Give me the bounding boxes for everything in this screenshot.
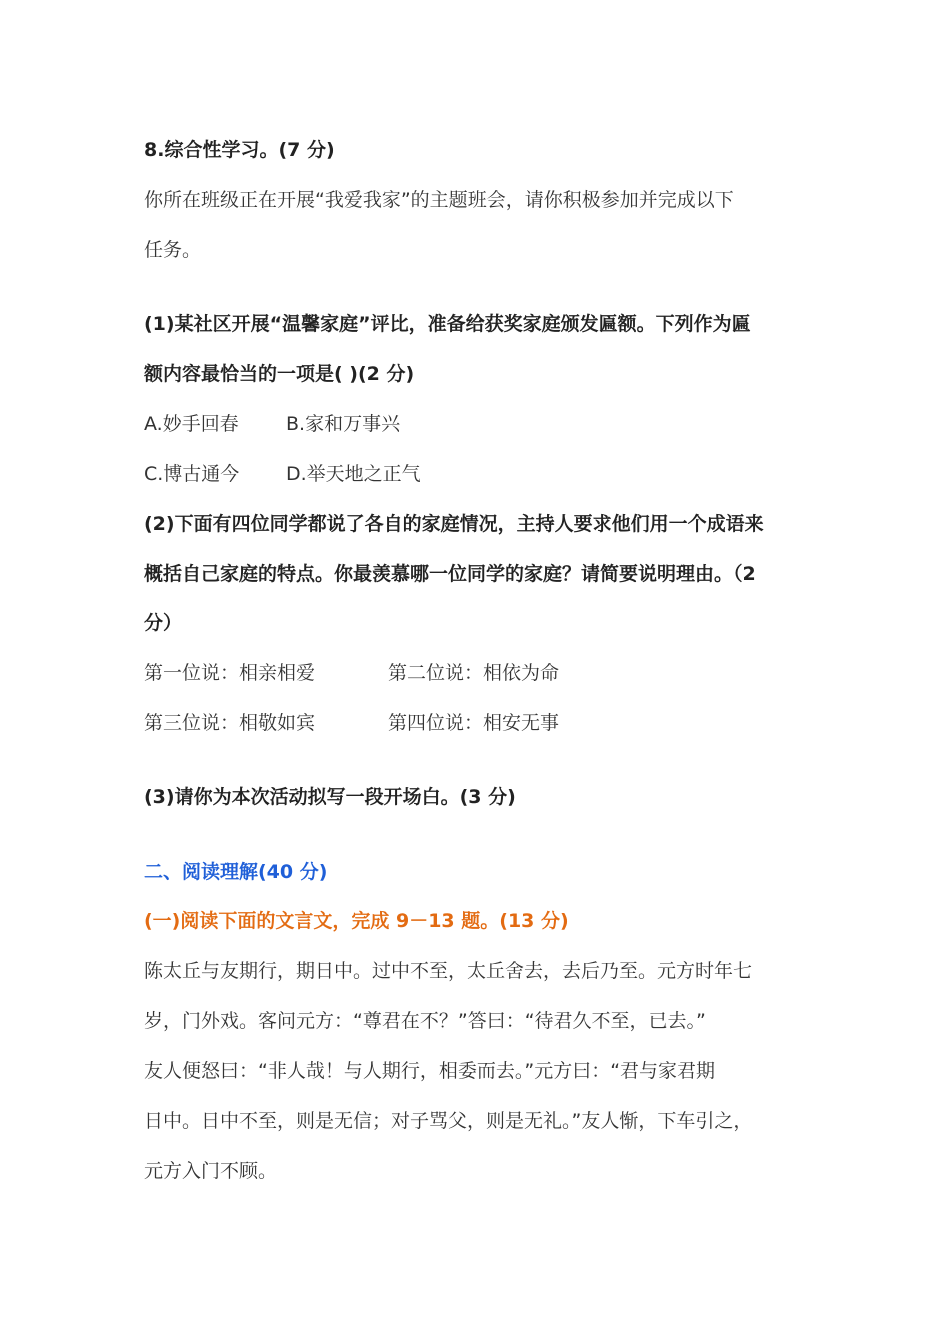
section-2-heading: 二、阅读理解(40 分) — [144, 861, 328, 883]
part-1-heading: (一)阅读下面的文言文，完成 9－13 题。(13 分) — [144, 910, 569, 932]
passage-line-3: 友人便怒曰：“非人哉！与人期行，相委而去。”元方曰：“君与家君期 — [144, 1060, 716, 1082]
passage-line-1: 陈太丘与友期行，期日中。过中不至，太丘舍去，去后乃至。元方时年七 — [144, 960, 753, 982]
subquestion-1-line-1: (1)某社区开展“温馨家庭”评比，准备给获奖家庭颁发匾额。下列作为匾 — [144, 313, 751, 335]
options-row-ab — [144, 411, 400, 437]
student-4-statement: 第四位说：相安无事 — [388, 712, 560, 734]
subquestion-3: (3)请你为本次活动拟写一段开场白。(3 分) — [144, 786, 516, 808]
subquestion-2-line-2: 概括自己家庭的特点。你最羡慕哪一位同学的家庭？请简要说明理由。（2 — [144, 563, 756, 585]
question-8-intro-line-1: 你所在班级正在开展“我爱我家”的主题班会，请你积极参加并完成以下 — [144, 189, 734, 211]
options-row-cd — [144, 461, 421, 487]
option-a: A.妙手回春 — [144, 413, 239, 435]
student-1-statement: 第一位说：相亲相爱 — [144, 662, 316, 684]
option-b: B.家和万事兴 — [286, 413, 401, 435]
question-8-title: 8.综合性学习。(7 分) — [144, 139, 335, 161]
subquestion-1-line-2: 额内容最恰当的一项是( )(2 分) — [144, 363, 415, 385]
student-2-statement: 第二位说：相依为命 — [388, 662, 560, 684]
student-3-statement: 第三位说：相敬如宾 — [144, 712, 316, 734]
option-c: C.博古通今 — [144, 463, 240, 485]
students-row-2 — [144, 710, 559, 736]
option-d: D.举天地之正气 — [286, 463, 421, 485]
passage-line-5: 元方入门不顾。 — [144, 1160, 278, 1182]
passage-line-4: 日中。日中不至，则是无信；对子骂父，则是无礼。”友人惭，下车引之， — [144, 1110, 753, 1132]
passage-line-2: 岁，门外戏。客问元方：“尊君在不？”答曰：“待君久不至，已去。” — [144, 1010, 706, 1032]
students-row-1 — [144, 660, 559, 686]
subquestion-2-line-1: (2)下面有四位同学都说了各自的家庭情况，主持人要求他们用一个成语来 — [144, 513, 764, 535]
question-8-intro-line-2: 任务。 — [144, 239, 202, 261]
subquestion-2-line-3: 分） — [144, 612, 183, 634]
